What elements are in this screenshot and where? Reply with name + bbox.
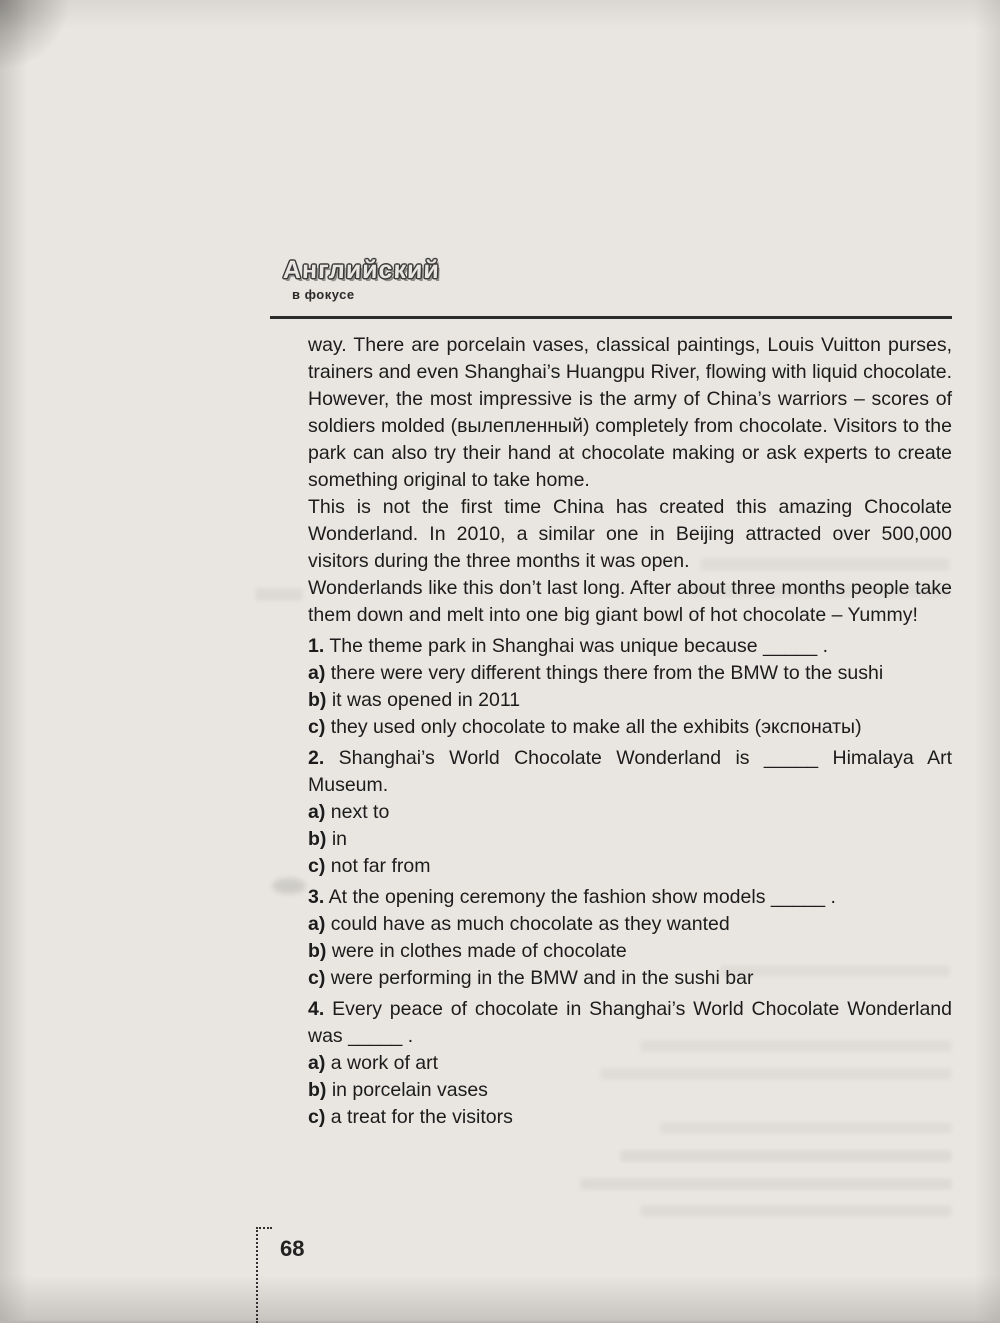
option-label: b)	[308, 940, 327, 962]
option-text: in porcelain vases	[331, 1079, 488, 1101]
option-text: a treat for the visitors	[330, 1106, 513, 1128]
question-stem-text: The theme park in Shanghai was unique because _____ .	[329, 635, 829, 657]
option-text: next to	[330, 801, 390, 823]
question-number: 2.	[308, 747, 325, 769]
question-stem-text: At the opening ceremony the fashion show models _____ .	[328, 886, 836, 908]
reading-passage	[308, 332, 952, 1131]
answer-option	[308, 826, 952, 853]
option-label: a)	[308, 662, 326, 684]
bleed-through-artifact	[580, 1178, 952, 1190]
spotlight-logo	[283, 256, 440, 302]
answer-option	[308, 660, 952, 687]
bleed-through-artifact	[620, 1150, 952, 1162]
option-label: a)	[308, 1052, 326, 1074]
answer-option	[308, 938, 952, 965]
answer-option	[308, 714, 952, 741]
option-label: c)	[308, 967, 326, 989]
logo-subtitle: в фокусе	[292, 287, 355, 302]
option-label: a)	[308, 913, 326, 935]
dotted-cut-line	[256, 1227, 272, 1323]
page-number: 68	[280, 1236, 305, 1261]
scan-smudge	[272, 878, 306, 894]
question-3	[308, 884, 952, 992]
answer-option	[308, 853, 952, 880]
answer-option	[308, 911, 952, 938]
option-text: they used only chocolate to make all the exhibits (экспонаты)	[330, 716, 862, 738]
option-text: could have as much chocolate as they wanted	[330, 913, 730, 935]
header-rule	[270, 316, 952, 319]
option-label: c)	[308, 1106, 326, 1128]
question-4	[308, 996, 952, 1131]
question-stem	[308, 633, 952, 660]
bleed-through-artifact	[255, 588, 303, 601]
question-stem-text: Every peace of chocolate in Shanghai’s World Chocolate Wonderland was _____ .	[308, 998, 952, 1047]
option-text: not far from	[330, 855, 431, 877]
option-label: c)	[308, 716, 326, 738]
question-stem	[308, 996, 952, 1050]
body-paragraph: This is not the first time China has created this amazing Chocolate Wonderland. In 2010, a similar one in Beijing attracted over 500,000 visitors during the three months it was open.	[308, 496, 952, 572]
answer-option	[308, 1104, 952, 1131]
option-label: a)	[308, 801, 326, 823]
question-stem	[308, 884, 952, 911]
answer-option	[308, 799, 952, 826]
option-text: a work of art	[330, 1052, 439, 1074]
question-number: 4.	[308, 998, 325, 1020]
option-label: c)	[308, 855, 326, 877]
question-stem-text: Shanghai’s World Chocolate Wonderland is _____ Himalaya Art Museum.	[308, 747, 952, 796]
question-number: 3.	[308, 886, 325, 908]
question-number: 1.	[308, 635, 325, 657]
option-label: b)	[308, 689, 327, 711]
body-paragraph: way. There are porcelain vases, classical paintings, Louis Vuitton purses, trainers and even Shanghai’s Huangpu River, flowing with liquid chocolate. However, the most impressive is the army of China’s warriors – scores of soldiers molded (вылепленный) completely from chocolate. Visitors to the park can also try their hand at chocolate making or ask experts to create something original to take home.	[308, 334, 952, 491]
question-stem	[308, 745, 952, 799]
option-text: there were very different things there from the BMW to the sushi	[330, 662, 884, 684]
bleed-through-artifact	[640, 1205, 952, 1217]
answer-option	[308, 1050, 952, 1077]
option-text: it was opened in 2011	[331, 689, 521, 711]
question-2	[308, 745, 952, 880]
answer-option	[308, 1077, 952, 1104]
option-text: were performing in the BMW and in the sushi bar	[330, 967, 754, 989]
body-paragraph: Wonderlands like this don’t last long. After about three months people take them down and melt into one big giant bowl of hot chocolate – Yummy!	[308, 577, 952, 626]
question-1	[308, 633, 952, 741]
option-text: in	[331, 828, 348, 850]
option-label: b)	[308, 1079, 327, 1101]
answer-option	[308, 965, 952, 992]
option-label: b)	[308, 828, 327, 850]
answer-option	[308, 687, 952, 714]
logo-title: Английский	[282, 256, 441, 284]
option-text: were in clothes made of chocolate	[331, 940, 627, 962]
